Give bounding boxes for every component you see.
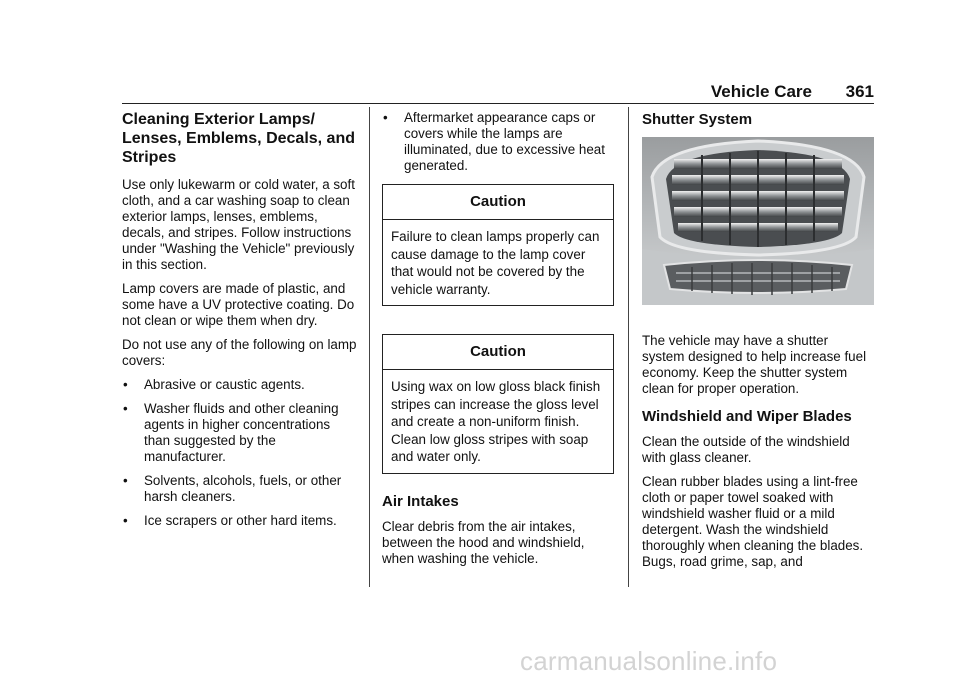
caution-title: Caution bbox=[383, 185, 613, 220]
list-item bbox=[122, 513, 358, 529]
paragraph: Lamp covers are made of plastic, and some have a UV protective coating. Do not clean or wipe them when dry. bbox=[122, 281, 355, 328]
bullet-icon: • bbox=[123, 401, 128, 416]
shutter-system-image bbox=[642, 137, 874, 305]
bullet-icon: • bbox=[123, 377, 128, 392]
watermark: carmanualsonline.info bbox=[520, 646, 778, 676]
list-item bbox=[122, 401, 358, 465]
list-item bbox=[122, 377, 358, 393]
bullet-icon: • bbox=[123, 473, 128, 488]
header-rule bbox=[122, 103, 874, 104]
paragraph: Clean rubber blades using a lint-free cloth or paper towel soaked with windshield washer fluid or a mild detergent. Wash the windshield thoroughly when cleaning the blades. Bugs, road grime, sap, and bbox=[642, 474, 864, 569]
heading-windshield-wiper: Windshield and Wiper Blades bbox=[642, 408, 852, 425]
bullet-icon: • bbox=[123, 513, 128, 528]
heading-cleaning-lamps: Cleaning Exterior Lamps/ Lenses, Emblems, Decals, and Stripes bbox=[122, 111, 355, 166]
column-divider bbox=[369, 107, 370, 587]
list-item-text: Abrasive or caustic agents. bbox=[144, 377, 305, 392]
paragraph: The vehicle may have a shutter system designed to help increase fuel economy. Keep the shutter system clean for proper operation. bbox=[642, 333, 867, 396]
list-item-text: Ice scrapers or other hard items. bbox=[144, 513, 337, 528]
paragraph: Use only lukewarm or cold water, a soft cloth, and a car washing soap to clean exterior lamps, lenses, emblems, decals, and stripes. Follow instructions under "Washing the Vehicle" previously in this section. bbox=[122, 177, 355, 272]
list-item-text: Aftermarket appearance caps or covers while the lamps are illuminated, due to excessive heat generated. bbox=[404, 110, 605, 173]
list-item-text: Solvents, alcohols, fuels, or other harsh cleaners. bbox=[144, 473, 342, 504]
caution-body: Using wax on low gloss black finish stripes can increase the gloss level and create a non-uniform finish. Clean low gloss stripes with soap and water only. bbox=[391, 379, 601, 464]
column-1 bbox=[122, 110, 358, 537]
grille-illustration bbox=[642, 137, 874, 305]
page-number: 361 bbox=[845, 82, 874, 101]
caution-title: Caution bbox=[383, 335, 613, 370]
paragraph: Do not use any of the following on lamp covers: bbox=[122, 337, 357, 368]
paragraph: Clear debris from the air intakes, between the hood and windshield, when washing the vehicle. bbox=[382, 518, 585, 566]
caution-box bbox=[382, 334, 614, 474]
list-item-text: Washer fluids and other cleaning agents in higher concentrations than suggested by the manufacturer. bbox=[144, 401, 339, 464]
page-header bbox=[122, 80, 874, 104]
list-item bbox=[122, 473, 358, 505]
heading-shutter-system: Shutter System bbox=[642, 111, 753, 128]
column-3 bbox=[642, 110, 874, 578]
column-2 bbox=[382, 110, 614, 575]
caution-box bbox=[382, 184, 614, 306]
paragraph: Clean the outside of the windshield with glass cleaner. bbox=[642, 434, 850, 465]
heading-air-intakes: Air Intakes bbox=[382, 492, 459, 510]
bullet-icon: • bbox=[383, 110, 388, 125]
section-title: Vehicle Care bbox=[710, 82, 812, 101]
list-item bbox=[382, 110, 614, 174]
caution-body: Failure to clean lamps properly can cause damage to the lamp cover that would not be covered by the vehicle warranty. bbox=[391, 229, 600, 297]
column-divider bbox=[628, 107, 629, 587]
